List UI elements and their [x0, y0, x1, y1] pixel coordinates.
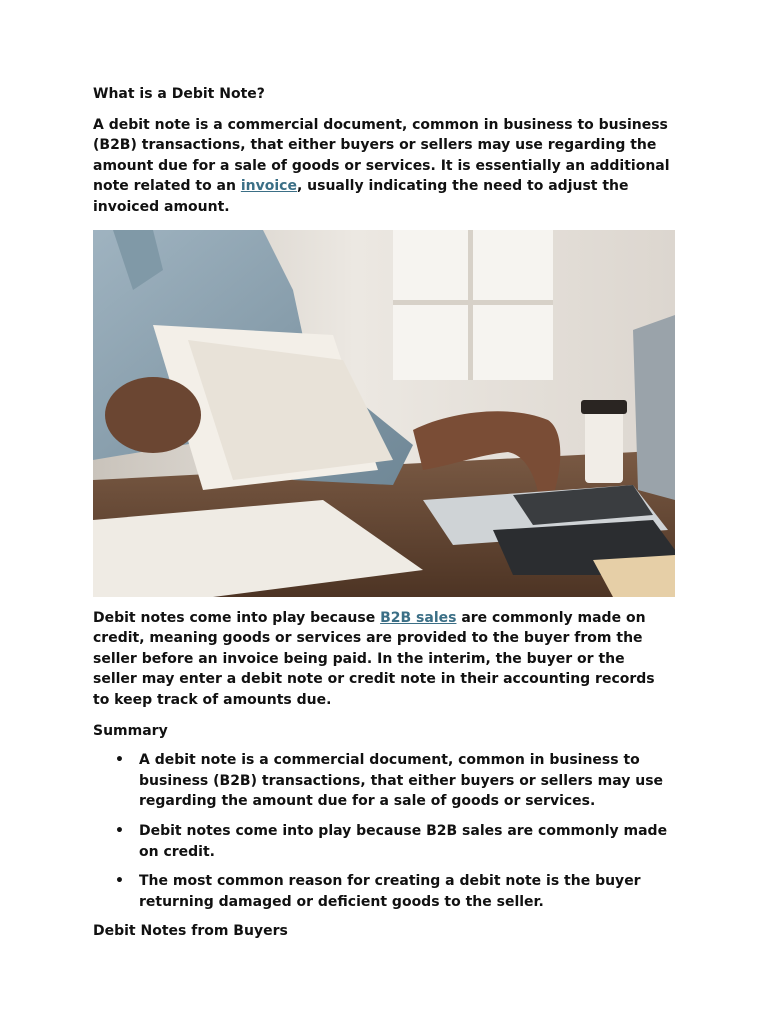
bullet-icon: • [115, 822, 124, 839]
summary-item-text: A debit note is a commercial document, common in business to business (B2B) transactions, that either buyers or sellers may use regarding the amount due for a sale of goods or services. [139, 752, 664, 810]
summary-item [93, 821, 673, 862]
subsection-heading: Debit Notes from Buyers [93, 923, 288, 940]
summary-item-text: The most common reason for creating a debit note is the buyer returning damaged or deficient goods to the seller. [139, 873, 641, 910]
summary-item [93, 871, 673, 912]
section-heading: What is a Debit Note? [93, 86, 265, 102]
intro-text-end: , usually indicating the need to adjust the invoiced amount. [93, 178, 629, 215]
invoice-link[interactable]: invoice [240, 178, 297, 195]
intro-text-start: A debit note is a commercial document, common in business to business (B2B) transactions, that either buyers or sellers may use regarding the amount due for a sale of goods or services. It is essentially an additional note related to an [93, 116, 670, 195]
bullet-icon: • [115, 752, 124, 769]
summary-item [93, 750, 673, 812]
intro-paragraph [93, 115, 673, 218]
summary-heading: Summary [93, 722, 168, 739]
summary-item-text: Debit notes come into play because B2B sales are commonly made on credit. [139, 822, 668, 860]
photo-person-reviewing-invoice-at-laptop [93, 230, 675, 597]
body-text-start: Debit notes come into play because [93, 609, 381, 626]
body-text-end: are commonly made on credit, meaning goods or services are provided to the buyer from the seller before an invoice being paid. In the interim, the buyer or the seller may enter a debit note or credit note in their accounting records to keep track of amounts due. [93, 609, 655, 708]
bullet-icon: • [115, 873, 124, 890]
body-paragraph [93, 608, 673, 711]
summary-list [93, 750, 673, 912]
b2b-sales-link[interactable]: B2B sales [380, 609, 457, 626]
article-content [93, 84, 673, 942]
